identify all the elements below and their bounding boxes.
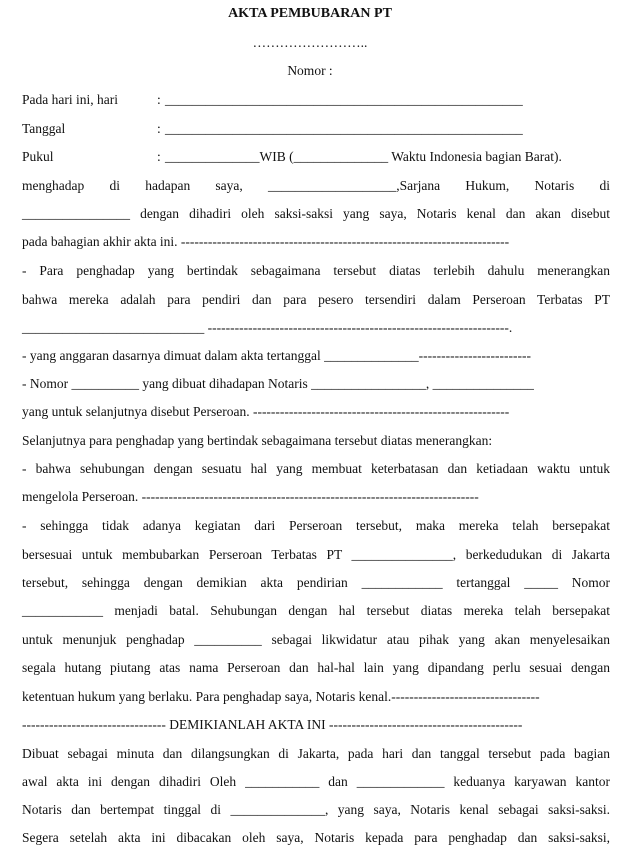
title-dots: ……………………..	[252, 35, 368, 50]
field-blank: _____________________________________________________	[165, 121, 523, 136]
body-line: Notaris dan bertempat tinggal di ______________, yang saya, Notaris kenal sebagai saksi-saksi.	[22, 802, 610, 817]
body-line: menghadap di hadapan saya, ___________________,Sarjana Hukum, Notaris di	[22, 178, 610, 193]
body-line: bahwa mereka adalah para pendiri dan para pesero tersendiri dalam Perseroan Terbatas PT	[22, 292, 610, 307]
body-line: Segera setelah akta ini dibacakan oleh saya, Notaris kepada para penghadap dan saksi-saksi,	[22, 830, 610, 845]
body-line: Dibuat sebagai minuta dan dilangsungkan di Jakarta, pada hari dan tanggal tersebut pada bagian	[22, 746, 610, 761]
document-title: AKTA PEMBUBARAN PT	[228, 6, 392, 21]
body-line: ________________ dengan dihadiri oleh saksi-saksi yang saya, Notaris kenal dan akan disebut	[22, 206, 610, 221]
field-label: Pukul	[22, 149, 54, 164]
body-line: - Nomor __________ yang dibuat dihadapan Notaris _________________, _______________	[22, 376, 534, 391]
body-line: tersebut, sehingga dengan demikian akta pendirian ____________ tertanggal _____ Nomor	[22, 575, 610, 590]
body-line: awal akta ini dengan dihadiri Oleh ___________ dan _____________ keduanya karyawan kantor	[22, 774, 610, 789]
body-line: segala hutang piutang atas nama Perseroan dan hal-hal lain yang dipandang perlu sesuai dengan	[22, 660, 610, 675]
body-line: - bahwa sehubungan dengan sesuatu hal yang membuat keterbatasan dan ketiadaan waktu untuk	[22, 461, 610, 476]
body-line: ___________________________ -------------------------------------------------------------------.	[22, 320, 513, 335]
field-hari	[22, 91, 523, 109]
field-blank: ______________WIB (______________ Waktu Indonesia bagian Barat).	[165, 149, 562, 164]
body-line: - Para penghadap yang bertindak sebagaimana tersebut diatas terlebih dahulu menerangkan	[22, 263, 610, 278]
nomor-line: Nomor :	[287, 63, 333, 78]
body-line: Selanjutnya para penghadap yang bertindak sebagaimana tersebut diatas menerangkan:	[22, 433, 493, 448]
closing-heading: -------------------------------- DEMIKIANLAH AKTA INI -------------------------------------------	[22, 717, 523, 732]
field-sep: :	[157, 92, 161, 107]
body-line: ____________ menjadi batal. Sehubungan dengan hal tersebut diatas mereka telah bersepakat	[22, 603, 610, 618]
field-sep: :	[157, 121, 161, 136]
body-line: mengelola Perseroan. ---------------------------------------------------------------------------	[22, 489, 479, 504]
field-sep: :	[157, 149, 161, 164]
field-tanggal	[22, 120, 523, 138]
body-line: yang untuk selanjutnya disebut Perseroan. ---------------------------------------------------------	[22, 404, 510, 419]
field-blank: _____________________________________________________	[165, 92, 523, 107]
field-label: Pada hari ini, hari	[22, 92, 118, 107]
body-line: - yang anggaran dasarnya dimuat dalam akta tertanggal ______________-------------------------	[22, 348, 532, 363]
body-line: bersesuai untuk membubarkan Perseroan Terbatas PT _______________, berkedudukan di Jakarta	[22, 547, 610, 562]
field-label: Tanggal	[22, 121, 66, 136]
field-pukul	[22, 148, 562, 166]
body-line: pada bahagian akhir akta ini. -------------------------------------------------------------------------	[22, 234, 510, 249]
body-line: untuk menunjuk penghadap __________ sebagai likwidatur atau pihak yang akan menyelesaikan	[22, 632, 610, 647]
body-line: - sehingga tidak adanya kegiatan dari Perseroan tersebut, maka mereka telah bersepakat	[22, 518, 610, 533]
body-line: ketentuan hukum yang berlaku. Para penghadap saya, Notaris kenal.---------------------------------	[22, 689, 540, 704]
